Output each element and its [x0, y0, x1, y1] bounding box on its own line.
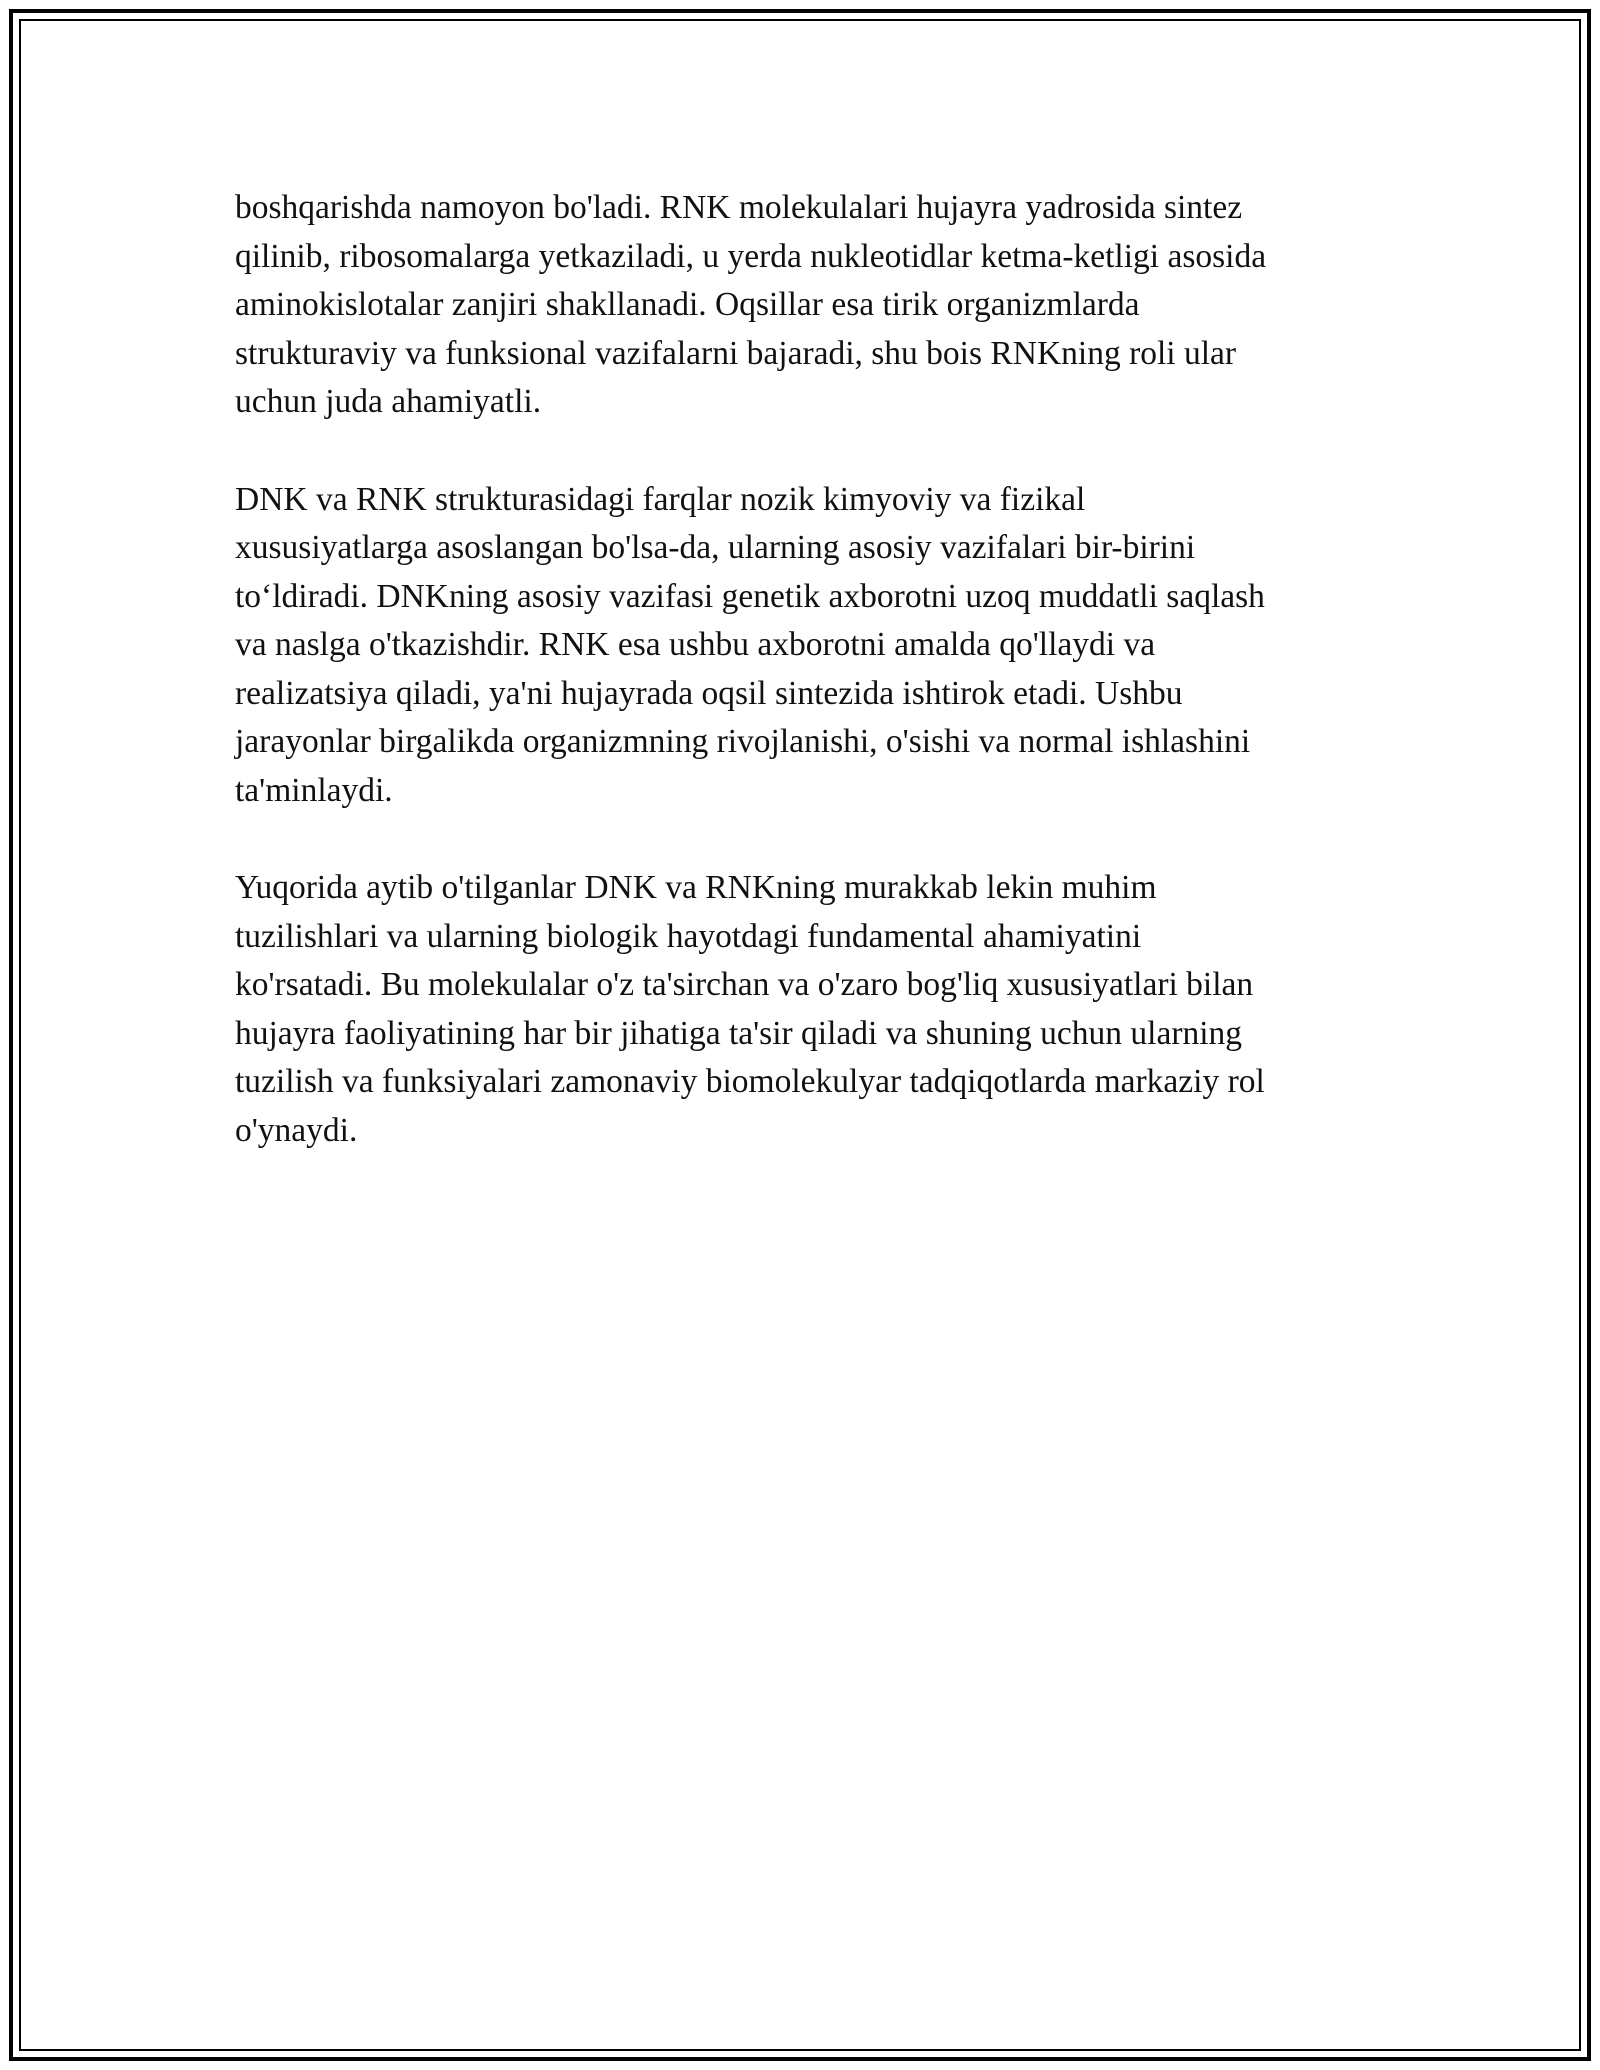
- text-line: jarayonlar birgalikda organizmning rivojlanishi, o'sishi va normal ishlashini: [235, 723, 1251, 760]
- text-line: DNK va RNK strukturasidagi farqlar nozik kimyoviy va fizikal: [235, 480, 1086, 518]
- text-line: tuzilishlari va ularning biologik hayotdagi fundamental ahamiyatini: [235, 917, 1142, 955]
- text-line: realizatsiya qiladi, ya'ni hujayrada oqsil sintezida ishtirok etadi. Ushbu: [235, 674, 1183, 712]
- text-line: o'ynaydi.: [235, 1111, 358, 1149]
- text-line: tuzilish va funksiyalari zamonaviy biomolekulyar tadqiqotlarda markaziy rol: [235, 1063, 1265, 1100]
- text-line: uchun juda ahamiyatli.: [235, 383, 542, 420]
- paragraph-3: [235, 864, 1385, 1155]
- paragraph-1: [235, 184, 1385, 427]
- text-line: ko'rsatadi. Bu molekulalar o'z ta'sirchan va o'zaro bog'liq xususiyatlari bilan: [235, 966, 1254, 1003]
- text-line: to‘ldiradi. DNKning asosiy vazifasi genetik axborotni uzoq muddatli saqlash: [235, 577, 1265, 615]
- text-line: qilinib, ribosomalarga yetkaziladi, u yerda nukleotidlar ketma-ketligi asosida: [235, 237, 1267, 275]
- text-line: va naslga o'tkazishdir. RNK esa ushbu axborotni amalda qo'llaydi va: [235, 626, 1156, 663]
- text-line: xususiyatlarga asoslangan bo'lsa-da, ularning asosiy vazifalari bir-birini: [235, 529, 1196, 566]
- text-line: strukturaviy va funksional vazifalarni bajaradi, shu bois RNKning roli ular: [235, 334, 1237, 372]
- text-line: aminokislotalar zanjiri shakllanadi. Oqsillar esa tirik organizmlarda: [235, 286, 1140, 323]
- text-line: hujayra faoliyatining har bir jihatiga ta'sir qiladi va shuning uchun ularning: [235, 1014, 1243, 1052]
- document-body: [235, 184, 1385, 1204]
- paragraph-2: [235, 476, 1385, 816]
- text-line: Yuqorida aytib o'tilganlar DNK va RNKning murakkab lekin muhim: [235, 869, 1157, 906]
- text-line: ta'minlaydi.: [235, 771, 393, 809]
- text-line: boshqarishda namoyon bo'ladi. RNK molekulalari hujayra yadrosida sintez: [235, 189, 1243, 226]
